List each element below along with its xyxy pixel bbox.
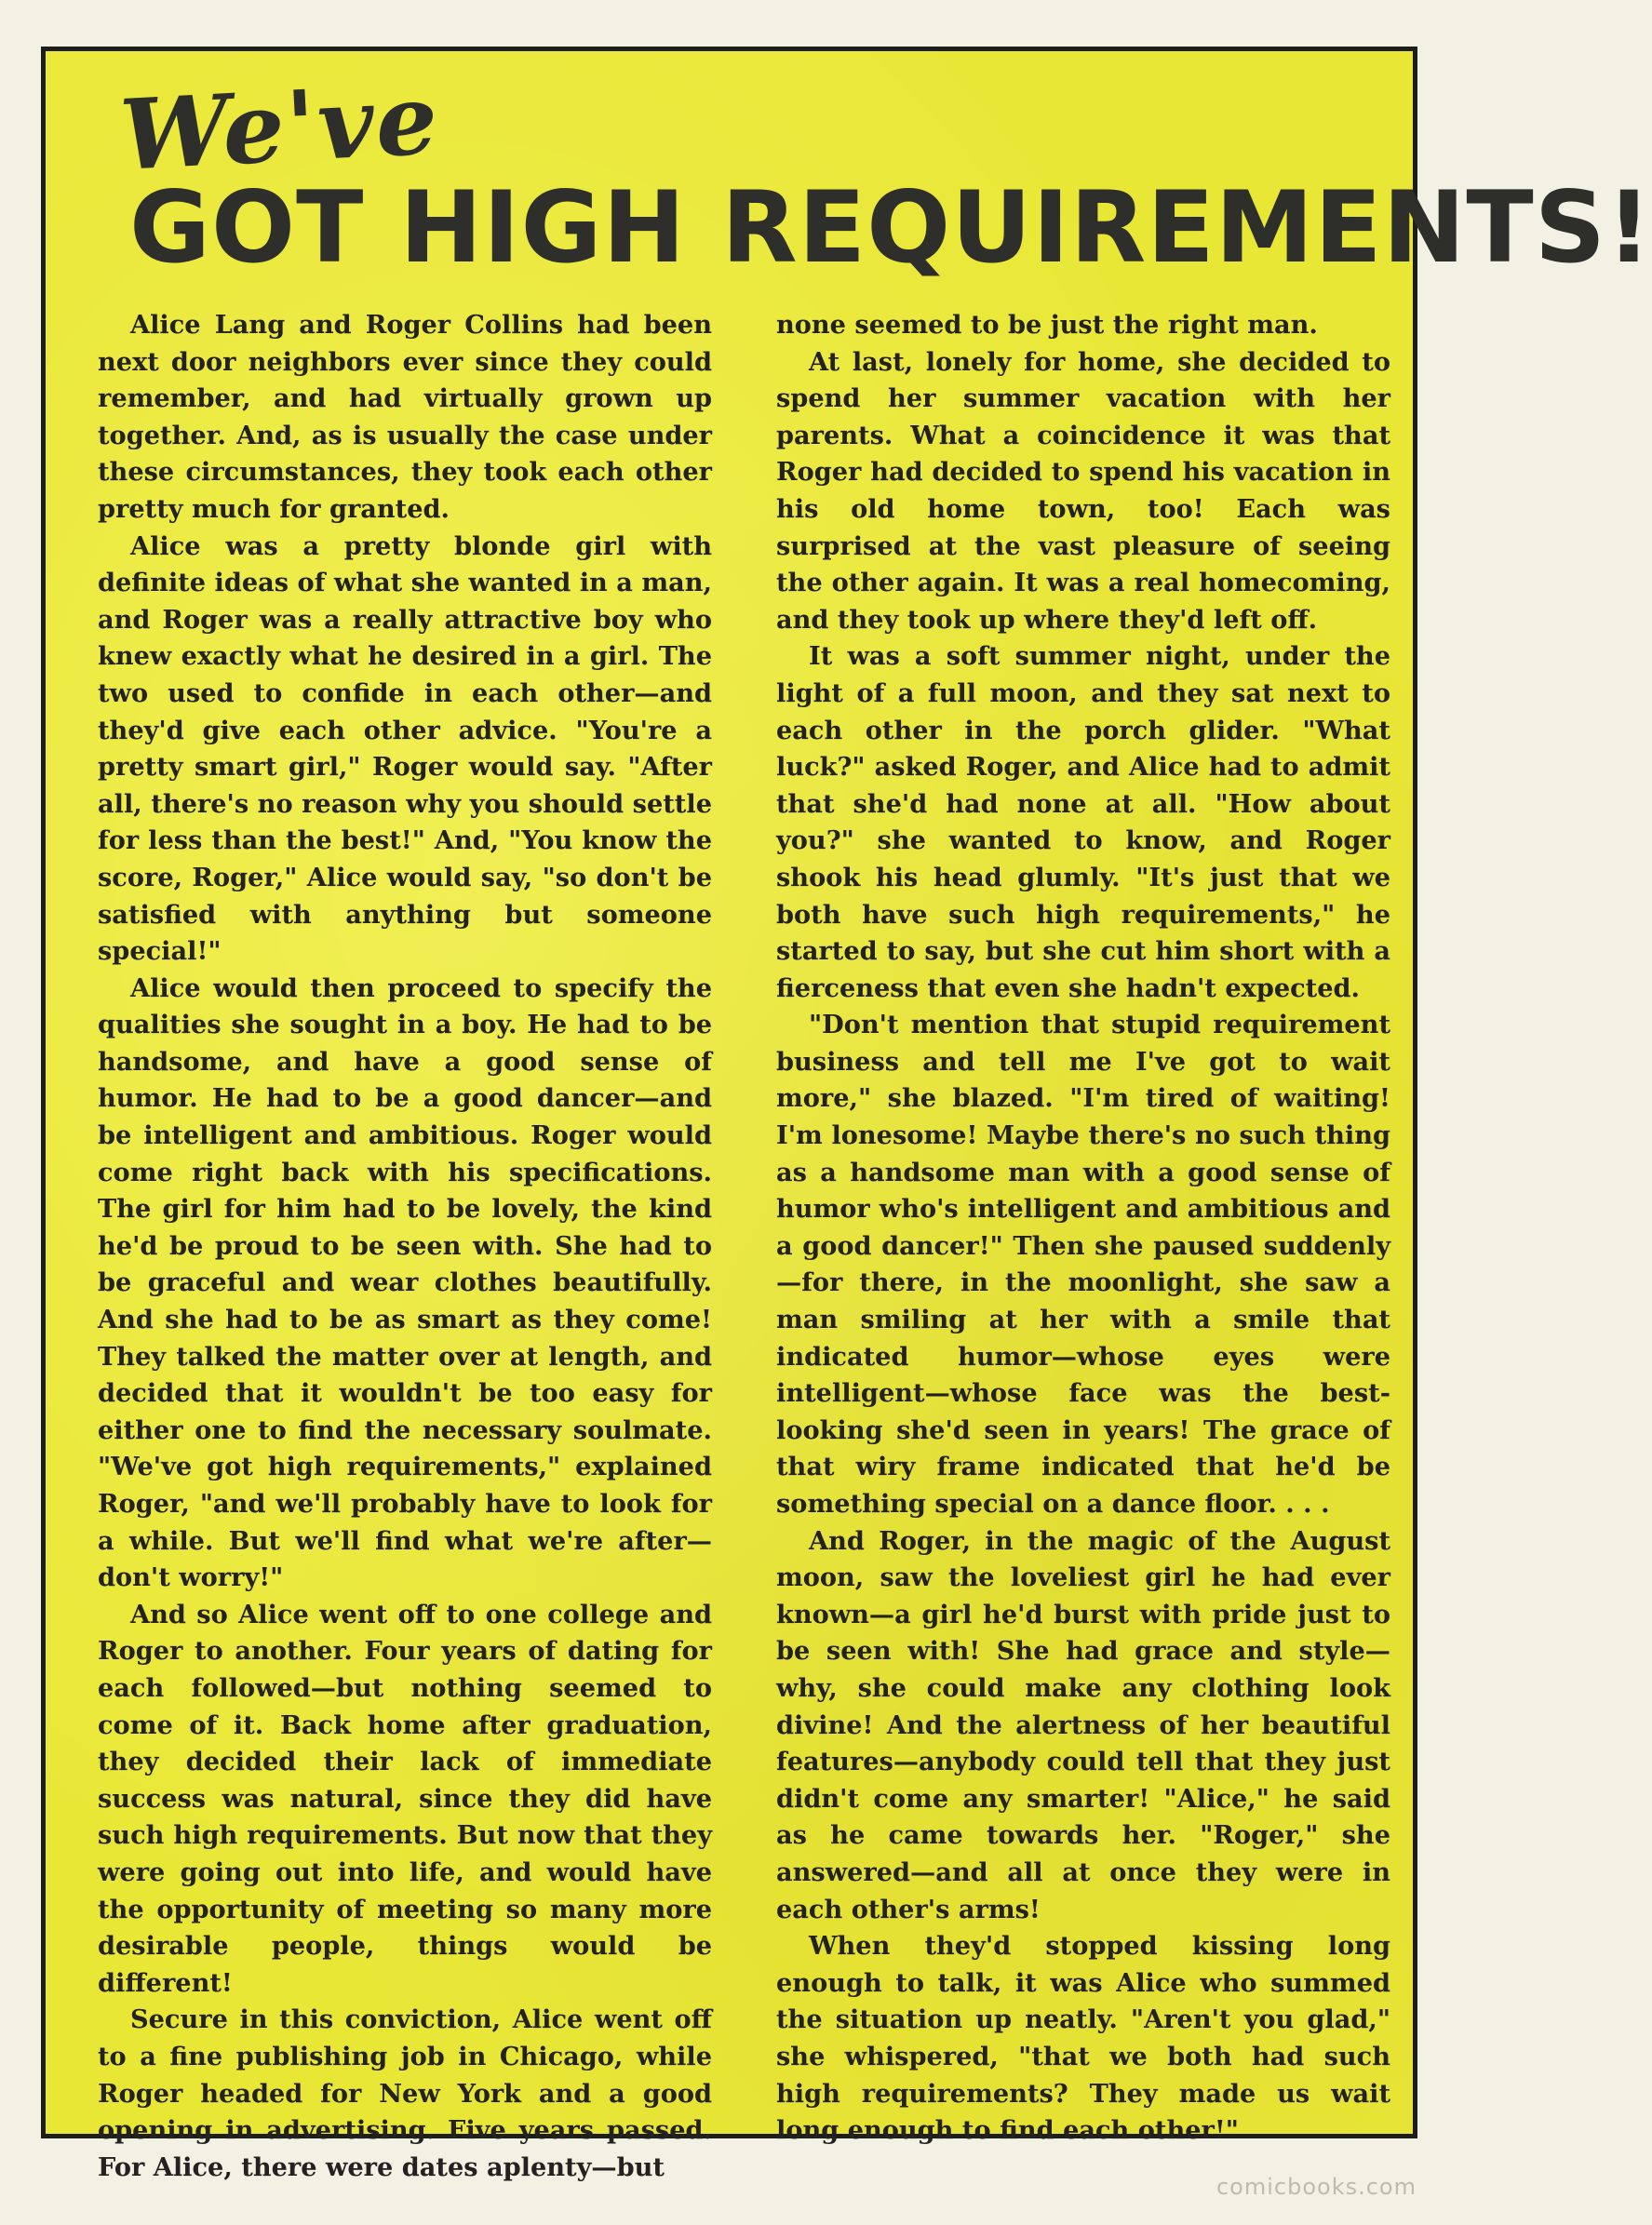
story-paragraph: "Don't mention that stupid requirement business and tell me I've got to wait more," she blazed. "I'm tired of waiting! I'm lonesome! Maybe there's no such thing as a handsome man with a good sense of humor who's intelligent and ambitious and a good dancer!" Then she paused suddenly—for there, in the moonlight, she saw a man smiling at her with a smile that indicated humor—whose eyes were intelligent—whose face was the best-looking she'd seen in years! The grace of that wiry frame indicated that he'd be something special on a dance floor. . . .	[776, 1010, 1390, 1519]
story-paragraph: Alice Lang and Roger Collins had been next door neighbors ever since they could remember, and had virtually grown up together. And, as is usually the case under these circumstances, they took each other pretty much for granted.	[98, 310, 712, 524]
story-paragraph: And so Alice went off to one college and Roger to another. Four years of dating for each followed—but nothing seemed to come of it. Back home after graduation, they decided their lack of immediate success was natural, since they did have such high requirements. But now that they were going out into life, and would have the opportunity of meeting so many more desirable people, things would be different!	[98, 1599, 712, 1998]
site-watermark: comicbooks.com	[1215, 2174, 1417, 2200]
story-paragraph: Alice was a pretty blonde girl with definite ideas of what she wanted in a man, and Roger was a really attractive boy who knew exactly what he desired in a girl. The two used to confide in each other—and they'd give each other advice. "You're a pretty smart girl," Roger would say. "After all, there's no reason why you should settle for less than the best!" And, "You know the score, Roger," Alice would say, "so don't be satisfied with anything but someone special!"	[98, 530, 712, 967]
story-paragraph-continued: none seemed to be just the right man.	[776, 310, 1318, 340]
story-paragraph: Alice would then proceed to specify the qualities she sought in a boy. He had to be handsome, and have a good sense of humor. He had to be a good dancer—and be intelligent and ambitious. Roger would come right back with his specifications. The girl for him had to be lovely, the kind he'd be proud to be seen with. She had to be graceful and wear clothes beautifully. And she had to be as smart as they come! They talked the matter over at length, and decided that it wouldn't be too easy for either one to find the necessary soulmate. "We've got high requirements," explained Roger, "and we'll probably have to look for a while. But we'll find what we're after—don't worry!"	[98, 972, 712, 1593]
story-paragraph: And Roger, in the magic of the August moon, saw the loveliest girl he had ever known—a girl he'd burst with pride just to be seen with! She had grace and style—why, she could make any clothing look divine! And the alertness of her beautiful features—anybody could tell that they just didn't come any smarter! "Alice," he said as he came towards her. "Roger," she answered—and all at once they were in each other's arms!	[776, 1525, 1390, 1924]
left-text-column	[98, 307, 712, 2186]
right-text-column	[776, 307, 1390, 2150]
title-main-line: GOT HIGH REQUIREMENTS!	[129, 170, 1652, 285]
story-paragraph: It was a soft summer night, under the light of a full moon, and they sat next to each other in the porch glider. "What luck?" asked Roger, and Alice had to admit that she'd had none at all. "How about you?" she wanted to know, and Roger shook his head glumly. "It's just that we both have such high requirements," he started to say, but she cut him short with a fierceness that even she hadn't expected.	[776, 641, 1390, 1003]
story-paragraph: Secure in this conviction, Alice went off to a fine publishing job in Chicago, while Roger headed for New York and a good opening in advertising. Five years passed. For Alice, there were dates aplenty—but	[98, 2004, 712, 2182]
story-paragraph: At last, lonely for home, she decided to spend her summer vacation with her parents. What a coincidence it was that Roger had decided to spend his vacation in his old home town, too! Each was surprised at the vast pleasure of seeing the other again. It was a real homecoming, and they took up where they'd left off.	[776, 346, 1390, 635]
text-story-panel	[41, 47, 1652, 2182]
title-script-line: We've	[117, 61, 442, 193]
story-paragraph: When they'd stopped kissing long enough to talk, it was Alice who summed the situation up neatly. "Aren't you glad," she whispered, "that we both had such high requirements? They made us wait long enough to find each other!"	[776, 1931, 1390, 2146]
